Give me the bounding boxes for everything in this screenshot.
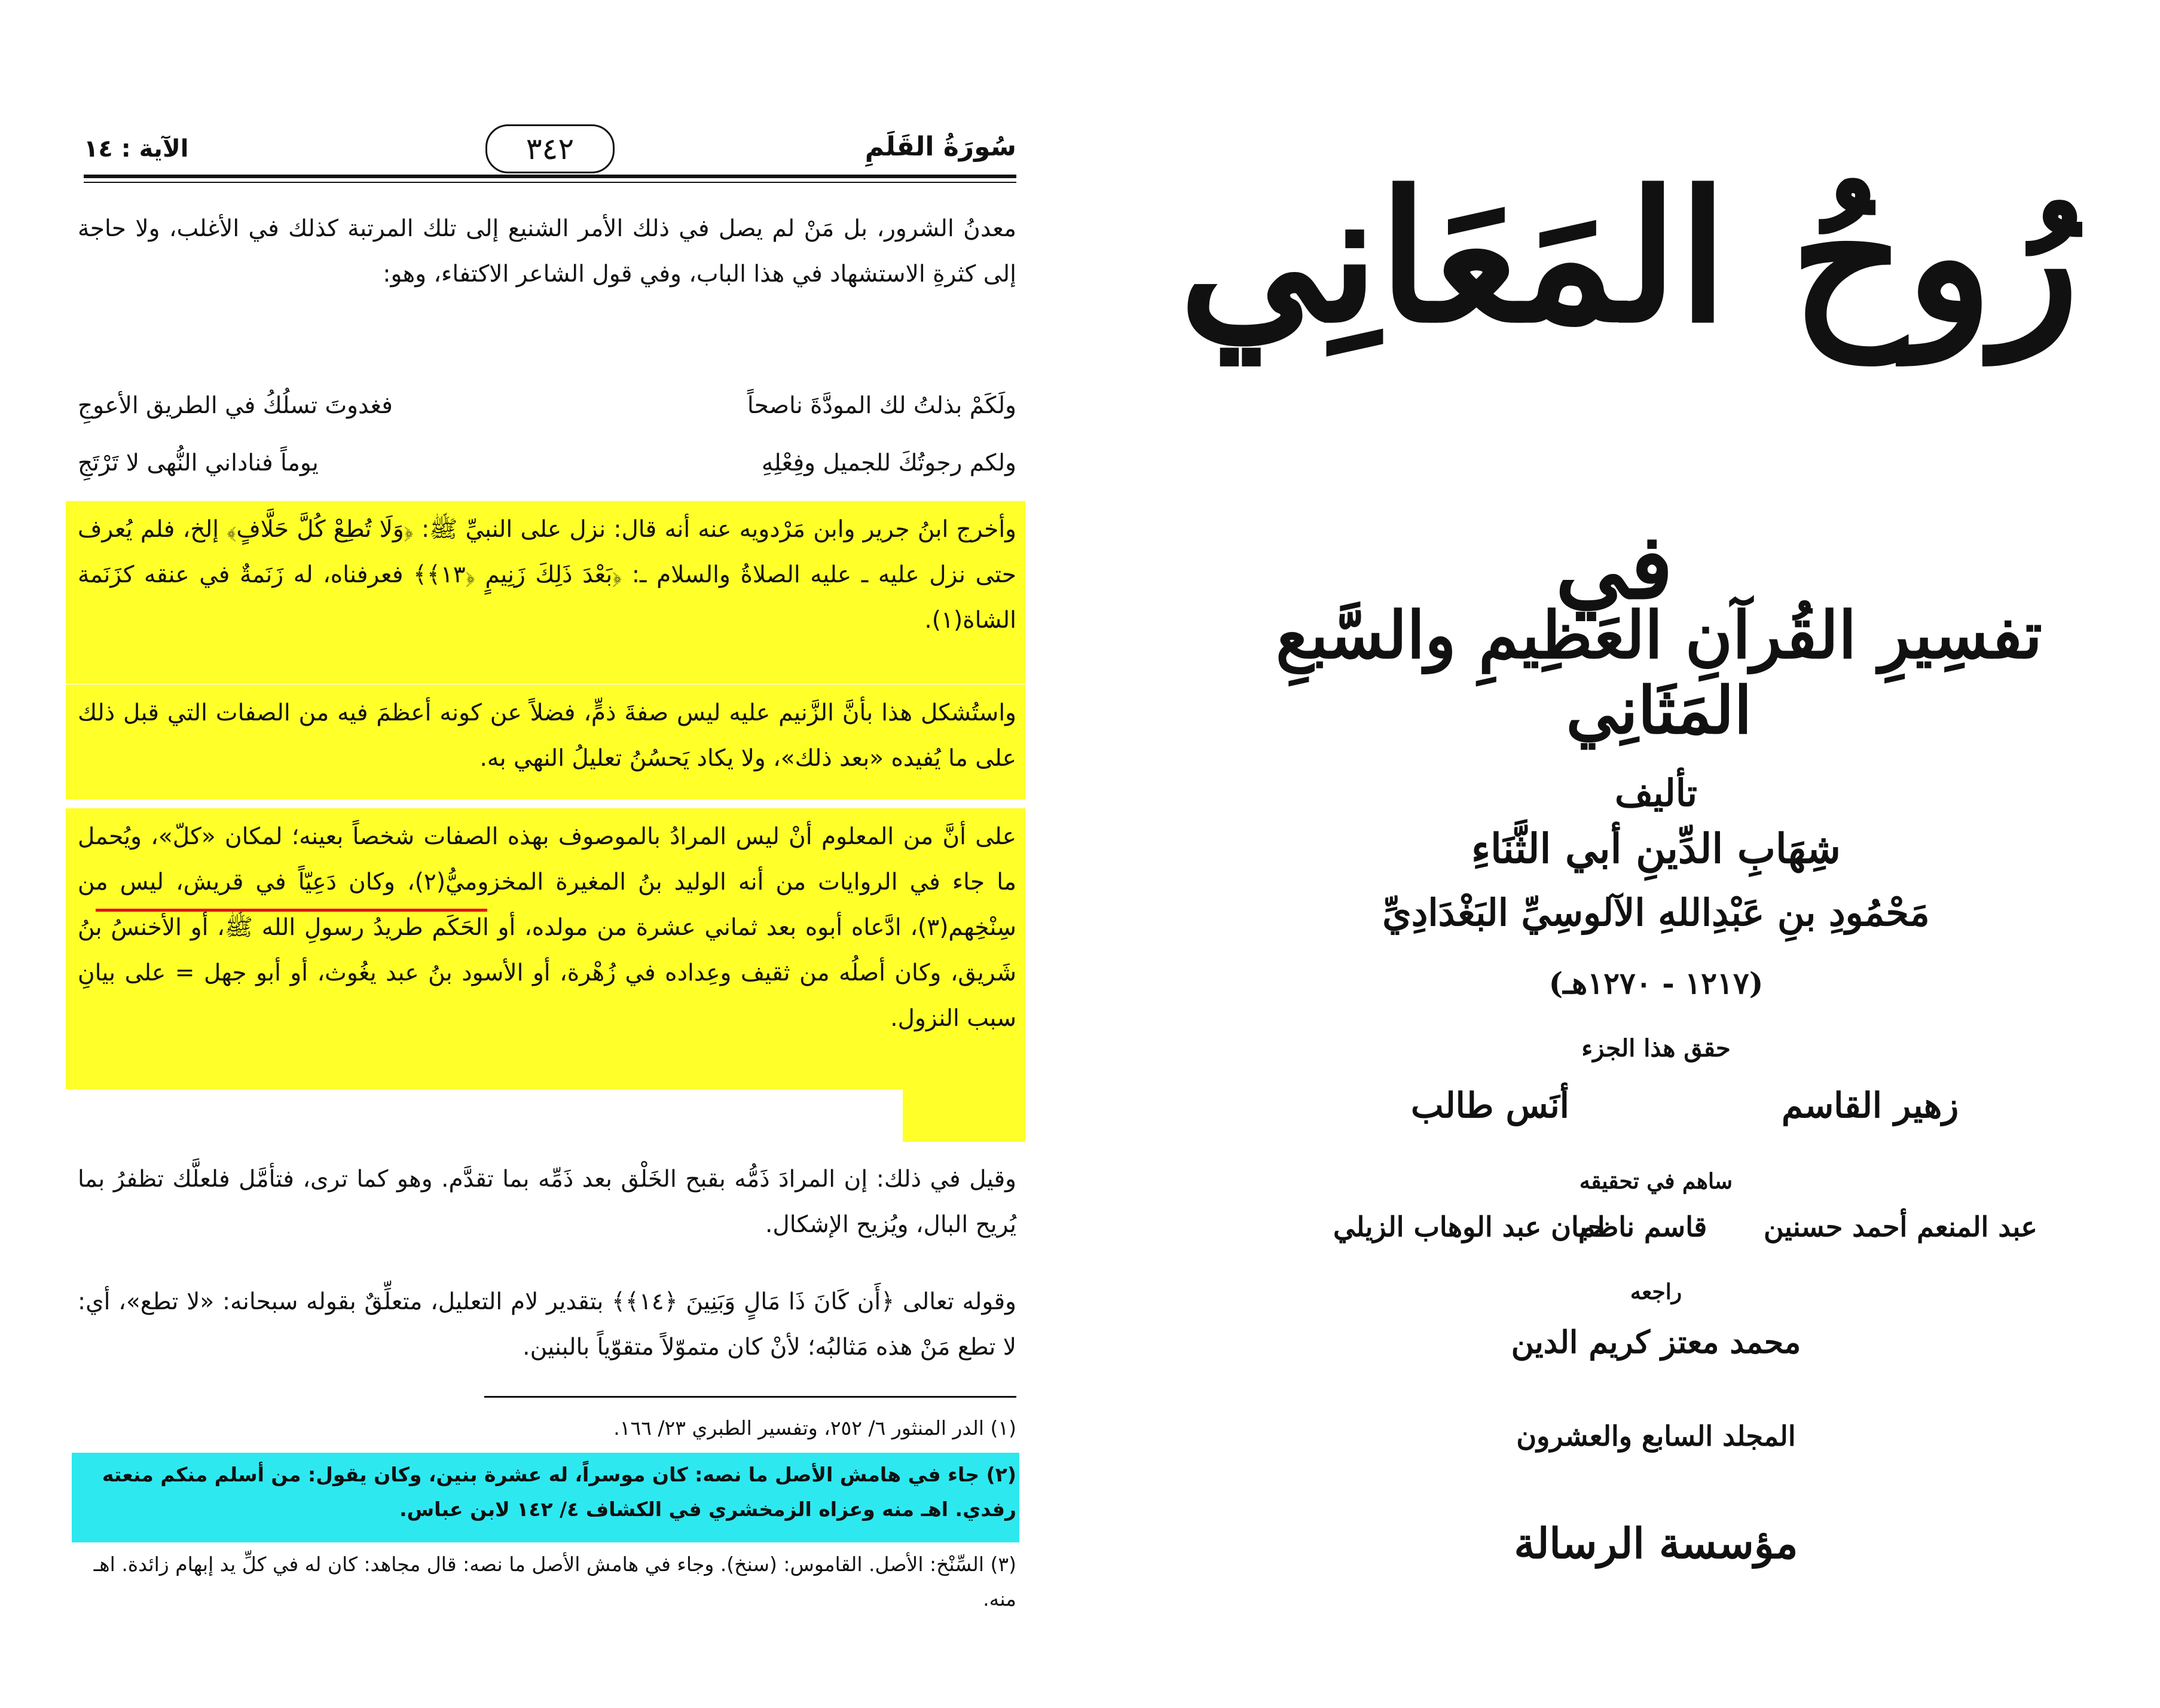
paragraph-3 <box>78 690 1016 781</box>
paragraph-4 <box>78 814 1016 1041</box>
paragraph-text: وقوله تعالى ﴿أَن كَانَ ذَا مَالٍ وَبَنِينَ ﴿١٤﴾﴾ بتقدير لام التعليل، متعلِّقٌ بقوله سبحانه: «لا تطع»، أي: لا تطع مَنْ هذه مَثالبُه؛ لأنْ كان متموّلاً متقوّياً بالبنين. <box>78 1288 1016 1361</box>
publisher-name: مؤسسة الرسالة <box>1514 1518 1798 1568</box>
verse-hemistich-1: ولكم رجوتُكَ للجميل وفِعْلِهِ <box>761 450 1016 476</box>
editor-b: أنَس طالب <box>1411 1085 1569 1126</box>
contributor-a: عبد المنعم أحمد حسنين <box>1764 1211 2037 1243</box>
verse-hemistich-2: يوماً فناداني النُّهى لا تَرْتَجِ <box>78 450 319 476</box>
paragraph-text: على أنَّ من المعلوم أنْ ليس المرادُ بالموصوف بهذه الصفات شخصاً بعينه؛ لمكان «كلّ»، ويُحمل ما جاء في الروايات من أنه الوليد بنُ المغيرة المخزوميُّ(٢)، وكان دَعِيّاً في قريش، ليس من سِنْخِهم(٣)، ادَّعاه أبوه بعد ثماني عشرة من مولده، أو الحَكَم طريدُ رسولِ الله ﷺ، أو الأخنسُ بنُ شَريق، وكان أصلُه من ثقيف وعِداده في زُهْرة، أو الأسود بنُ عبد يغُوث، أو أبو جهل = على بيانِ سبب النزول. <box>78 823 1016 1032</box>
highlight-block-4 <box>903 1089 1025 1142</box>
edited-label: حقق هذا الجزء <box>1581 1034 1731 1062</box>
paragraph-text: واستُشكل هذا بأنَّ الزَّنيم عليه ليس صفةَ ذمٍّ، فضلاً عن كونه أعظمَ فيه من الصفات التي قبل ذلك على ما يُفيده «بعد ذلك»، ولا يكاد يَحسُنُ تعليلُ النهي به. <box>78 699 1016 772</box>
verse-hemistich-2: فغدوتَ تسلُكُ في الطريق الأعوجِ <box>78 392 393 419</box>
ayah-reference: الآية : ١٤ <box>84 135 189 163</box>
paragraph-text: وأخرج ابنُ جرير وابن مَرْدويه عنه أنه قال: نزل على النبيِّ ﷺ: ﴿وَلَا تُطِعْ كُلَّ حَلَّافٍ﴾ إلخ، فلم يُعرف حتى نزل عليه ـ عليه الصلاةُ والسلام ـ: ﴿بَعْدَ ذَلِكَ زَنِيمٍ ﴿١٣﴾﴾ فعرفناه، له زَنَمةٌ في عنقه كزَنَمة الشاة(١). <box>78 516 1016 634</box>
footnote-rule <box>484 1396 1016 1398</box>
verse-hemistich-1: ولَكَمْ بذلتُ لك المودَّةَ ناصحاً <box>747 392 1016 419</box>
paragraph-6 <box>78 1279 1016 1370</box>
contributors-label: ساهم في تحقيقه <box>1579 1169 1733 1194</box>
footnote-3: (٣) السِّنْخ: الأصل. القاموس: (سنخ). وجاء في هامش الأصل ما نصه: قال مجاهد: كان له في كلِّ يد إبهام زائدة. اهـ منه. <box>93 1553 1016 1611</box>
paragraph-5 <box>78 1157 1016 1248</box>
header-rule-thin <box>84 182 1016 183</box>
reviewed-label: راجعه <box>1630 1279 1682 1304</box>
contributor-b: قاسم ناظم <box>1578 1211 1707 1243</box>
paragraph-2 <box>78 507 1016 643</box>
title-fi: في <box>1555 514 1673 619</box>
author-name-1: شِهَابِ الدِّينِ أبي الثَّنَاءِ <box>1471 825 1841 873</box>
author-dates: (١٢١٧ - ١٢٧٠هـ) <box>1548 965 1764 1001</box>
red-underline <box>96 909 487 912</box>
book-subtitle: تفسِيرِ القُرآنِ العَظِيمِ والسَّبعِ المَثَانِي <box>1275 598 2043 748</box>
author-name-2: مَحْمُودِ بنِ عَبْدِاللهِ الآلوسِيِّ البَغْدَادِيِّ <box>1382 891 1930 934</box>
paragraph-text: وقيل في ذلك: إن المرادَ ذَمُّه بقبح الخَلْق بعد ذَمِّه بما تقدَّم. وهو كما ترى، فتأمَّل فلعلَّك تظفرُ بما يُريح البال، ويُزيح الإشكال. <box>78 1166 1016 1238</box>
authored-label: تأليف <box>1615 771 1697 815</box>
paragraph-text: معدنُ الشرور، بل مَنْ لم يصل في ذلك الأمر الشنيع إلى تلك المرتبة كذلك في الأغلب، ولا حاجة إلى كثرةِ الاستشهاد في هذا الباب، وفي قول الشاعر الاكتفاء، وهو: <box>78 215 1016 288</box>
editor-a: زهير القاسم <box>1782 1085 1959 1126</box>
surah-name: سُورَةُ القَلَمِ <box>864 132 1016 162</box>
footnote-1: (١) الدر المنثور ٦/ ٢٥٢، وتفسير الطبري ٢٣/ ١٦٦. <box>613 1416 1016 1440</box>
page-number: ٣٤٢ <box>485 124 615 173</box>
footnote-2: (٢) جاء في هامش الأصل ما نصه: كان موسراً، له عشرة بنين، وكان يقول: من أسلم منكم منعته رفدي. اهـ منه وعزاه الزمخشري في الكشاف ٤/ ١٤٢ لابن عباس. <box>102 1463 1016 1521</box>
paragraph-1 <box>78 206 1016 297</box>
reviewer-name: محمد معتز كريم الدين <box>1511 1324 1801 1361</box>
page-header <box>84 120 1016 185</box>
contributor-c: حيان عبد الوهاب الزيلي <box>1333 1211 1605 1243</box>
volume-label: المجلد السابع والعشرون <box>1516 1420 1796 1452</box>
header-rule <box>84 175 1016 178</box>
book-title: رُوحُ المَعَانِي <box>1179 151 2079 362</box>
